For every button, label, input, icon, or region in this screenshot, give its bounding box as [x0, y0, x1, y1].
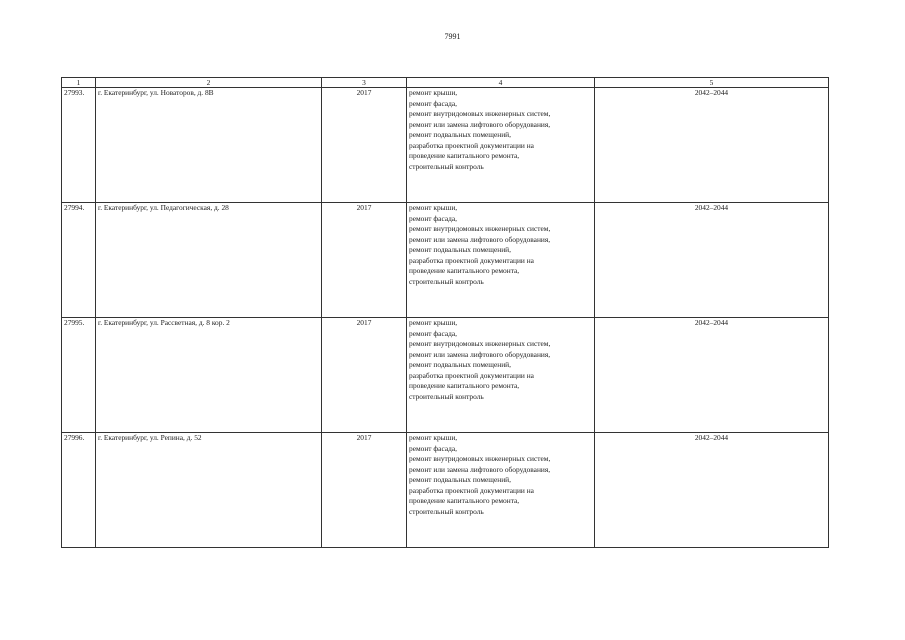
work-item: разработка проектной документации на [409, 485, 534, 495]
work-item: ремонт внутридомовых инженерных систем, [409, 109, 551, 118]
repair-period: 2042–2044 [595, 433, 829, 548]
column-header-3: 3 [322, 78, 407, 88]
work-item: ремонт фасада, [409, 98, 457, 108]
work-item: ремонт фасада, [409, 443, 457, 453]
column-header-2: 2 [96, 78, 322, 88]
works-list [407, 433, 595, 548]
column-header-1: 1 [62, 78, 96, 88]
work-item: ремонт подвальных помещений, [409, 360, 511, 369]
commissioning-year: 2017 [322, 88, 407, 203]
repair-period: 2042–2044 [595, 318, 829, 433]
table-row [62, 433, 829, 548]
work-item: ремонт крыши, [409, 88, 458, 97]
work-item: строительный контроль [409, 506, 484, 516]
repair-period: 2042–2044 [595, 203, 829, 318]
page-number: 7991 [444, 32, 461, 41]
work-item: разработка проектной документации на [409, 140, 534, 150]
column-number-row [62, 78, 829, 88]
commissioning-year: 2017 [322, 318, 407, 433]
work-item: проведение капитального ремонта, [409, 496, 520, 505]
work-item: разработка проектной документации на [409, 255, 534, 265]
commissioning-year: 2017 [322, 433, 407, 548]
work-item: ремонт подвальных помещений, [409, 130, 511, 139]
work-item: ремонт крыши, [409, 433, 458, 442]
work-item: ремонт крыши, [409, 203, 458, 212]
table-row [62, 203, 829, 318]
row-number: 27993. [62, 88, 96, 203]
work-item: ремонт внутридомовых инженерных систем, [409, 454, 551, 463]
work-item: проведение капитального ремонта, [409, 381, 520, 390]
work-item: строительный контроль [409, 276, 484, 286]
work-item: ремонт или замена лифтового оборудования, [409, 464, 551, 474]
house-address: г. Екатеринбург, ул. Новаторов, д. 8В [96, 88, 322, 203]
house-address: г. Екатеринбург, ул. Репина, д. 52 [96, 433, 322, 548]
column-header-5: 5 [595, 78, 829, 88]
commissioning-year: 2017 [322, 203, 407, 318]
work-item: проведение капитального ремонта, [409, 151, 520, 160]
work-item: ремонт внутридомовых инженерных систем, [409, 224, 551, 233]
registry-table [61, 77, 829, 548]
work-item: ремонт внутридомовых инженерных систем, [409, 339, 551, 348]
works-list [407, 318, 595, 433]
work-item: ремонт или замена лифтового оборудования, [409, 234, 551, 244]
column-header-4: 4 [407, 78, 595, 88]
work-item: ремонт подвальных помещений, [409, 475, 511, 484]
works-list [407, 203, 595, 318]
row-number: 27996. [62, 433, 96, 548]
works-list [407, 88, 595, 203]
registry-body [62, 88, 829, 548]
work-item: ремонт крыши, [409, 318, 458, 327]
house-address: г. Екатеринбург, ул. Педагогическая, д. 28 [96, 203, 322, 318]
row-number: 27994. [62, 203, 96, 318]
work-item: ремонт фасада, [409, 328, 457, 338]
table-row [62, 318, 829, 433]
work-item: строительный контроль [409, 391, 484, 401]
row-number: 27995. [62, 318, 96, 433]
work-item: ремонт или замена лифтового оборудования, [409, 119, 551, 129]
work-item: ремонт или замена лифтового оборудования, [409, 349, 551, 359]
house-address: г. Екатеринбург, ул. Рассветная, д. 8 кор. 2 [96, 318, 322, 433]
work-item: проведение капитального ремонта, [409, 266, 520, 275]
repair-period: 2042–2044 [595, 88, 829, 203]
work-item: строительный контроль [409, 161, 484, 171]
table-row [62, 88, 829, 203]
work-item: ремонт подвальных помещений, [409, 245, 511, 254]
work-item: ремонт фасада, [409, 213, 457, 223]
work-item: разработка проектной документации на [409, 370, 534, 380]
